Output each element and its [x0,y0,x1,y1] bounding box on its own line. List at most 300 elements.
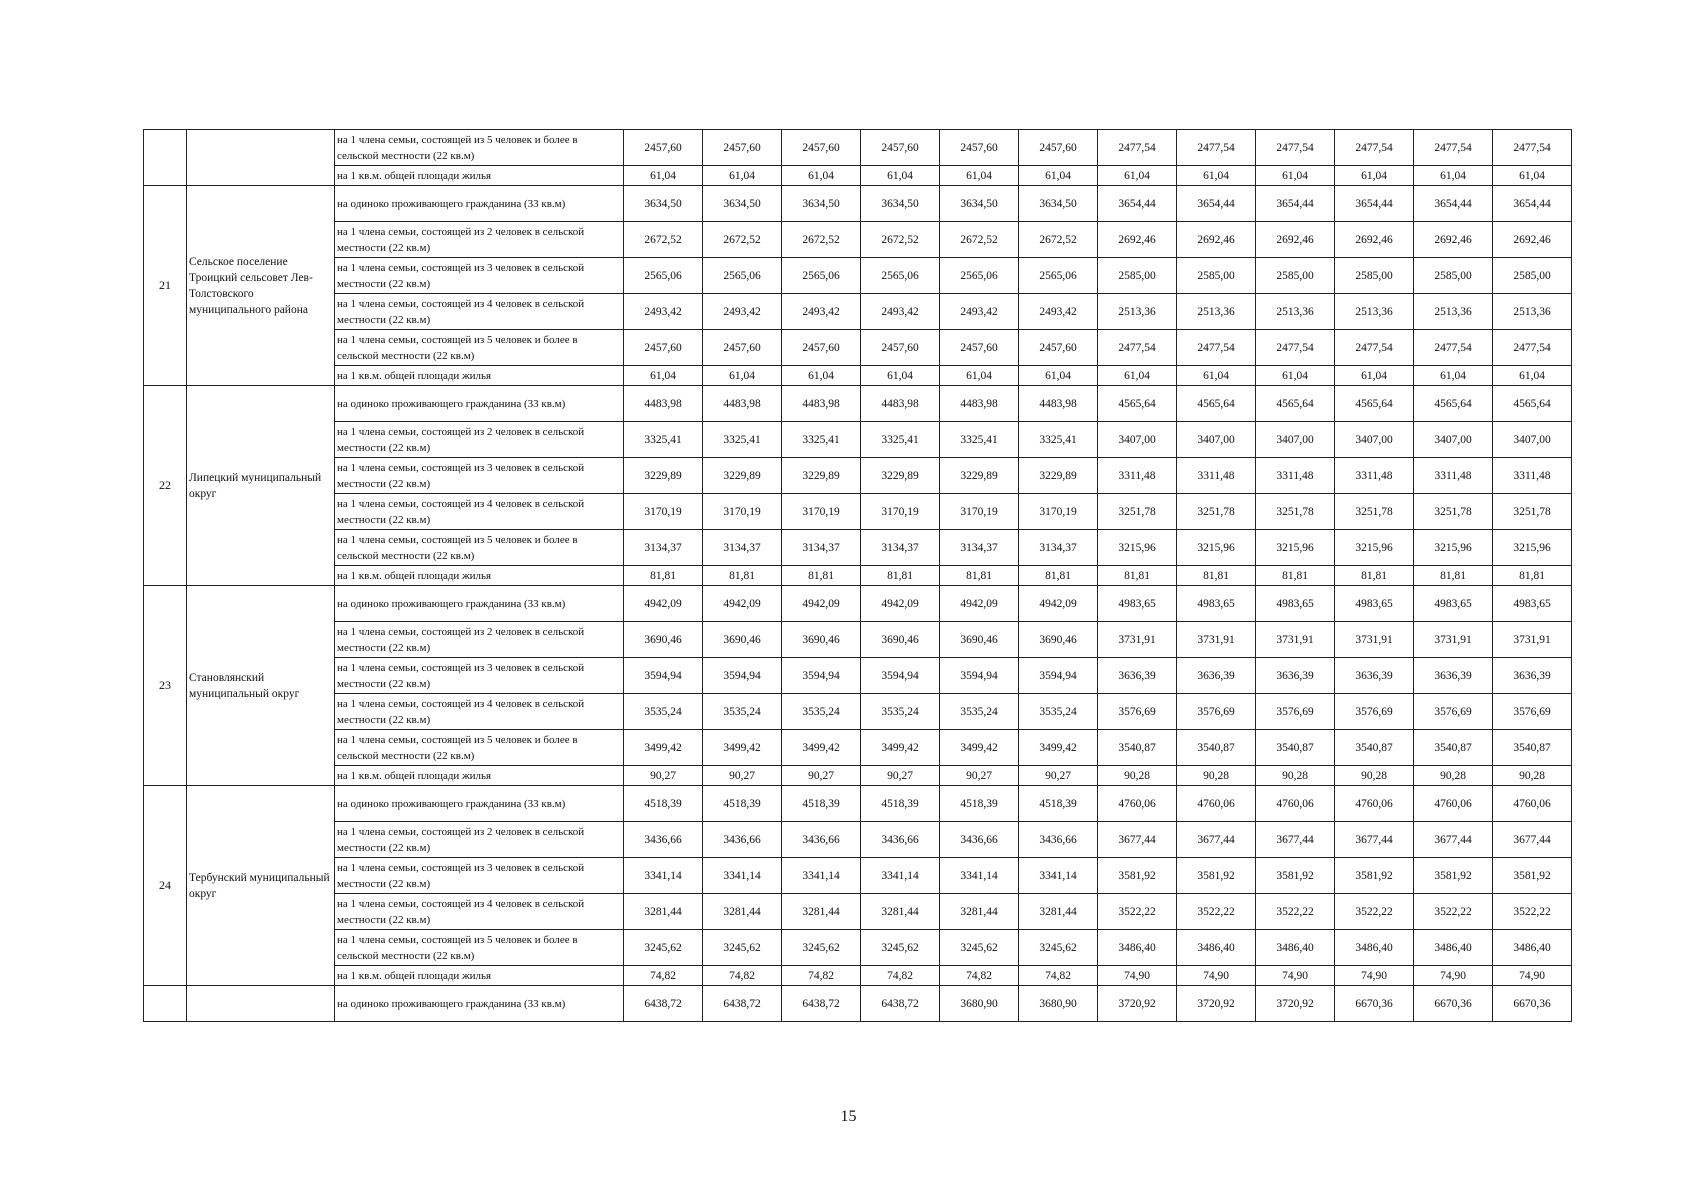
value-cell: 2692,46 [1177,222,1256,258]
table-row [144,730,1572,766]
value-cell: 6670,36 [1414,986,1493,1022]
value-cell: 4760,06 [1414,786,1493,822]
value-cell: 3436,66 [940,822,1019,858]
value-cell: 2457,60 [703,330,782,366]
value-cell: 3634,50 [1019,186,1098,222]
table-row [144,658,1572,694]
value-cell: 3594,94 [703,658,782,694]
value-cell: 61,04 [1414,166,1493,186]
value-cell: 4942,09 [1019,586,1098,622]
value-cell: 81,81 [703,566,782,586]
value-cell: 3341,14 [624,858,703,894]
value-cell: 3134,37 [703,530,782,566]
value-cell: 61,04 [1098,166,1177,186]
value-cell: 74,90 [1256,966,1335,986]
row-description: на 1 члена семьи, состоящей из 2 человек в сельской местности (22 кв.м) [335,422,624,458]
value-cell: 3522,22 [1177,894,1256,930]
value-cell: 3576,69 [1177,694,1256,730]
value-cell: 3731,91 [1493,622,1572,658]
value-cell: 74,90 [1177,966,1256,986]
table-row [144,622,1572,658]
row-description: на одиноко проживающего гражданина (33 кв.м) [335,586,624,622]
value-cell: 3731,91 [1335,622,1414,658]
row-description: на 1 члена семьи, состоящей из 3 человек в сельской местности (22 кв.м) [335,258,624,294]
row-description: на 1 члена семьи, состоящей из 4 человек в сельской местности (22 кв.м) [335,894,624,930]
value-cell: 3731,91 [1414,622,1493,658]
value-cell: 2457,60 [624,330,703,366]
value-cell: 4760,06 [1098,786,1177,822]
value-cell: 3229,89 [861,458,940,494]
value-cell: 2457,60 [782,330,861,366]
value-cell: 3654,44 [1493,186,1572,222]
value-cell: 2692,46 [1414,222,1493,258]
value-cell: 90,28 [1493,766,1572,786]
value-cell: 3229,89 [782,458,861,494]
table-row [144,186,1572,222]
value-cell: 61,04 [940,366,1019,386]
value-cell: 2477,54 [1335,330,1414,366]
value-cell: 4983,65 [1414,586,1493,622]
value-cell: 3535,24 [624,694,703,730]
value-cell: 3540,87 [1335,730,1414,766]
value-cell: 61,04 [1256,366,1335,386]
value-cell: 74,82 [1019,966,1098,986]
row-description: на 1 члена семьи, состоящей из 3 человек в сельской местности (22 кв.м) [335,658,624,694]
table-row [144,894,1572,930]
municipality-name-cell: Становлянский муниципальный округ [187,586,335,786]
value-cell: 3407,00 [1414,422,1493,458]
value-cell: 4483,98 [782,386,861,422]
value-cell: 90,27 [861,766,940,786]
value-cell: 3540,87 [1256,730,1335,766]
value-cell: 3215,96 [1177,530,1256,566]
value-cell: 4760,06 [1256,786,1335,822]
value-cell: 2672,52 [861,222,940,258]
value-cell: 61,04 [1493,166,1572,186]
row-description: на 1 кв.м. общей площади жилья [335,966,624,986]
value-cell: 3325,41 [940,422,1019,458]
value-cell: 2585,00 [1177,258,1256,294]
table-row [144,786,1572,822]
value-cell: 2493,42 [624,294,703,330]
value-cell: 3720,92 [1098,986,1177,1022]
value-cell: 3720,92 [1256,986,1335,1022]
value-cell: 2565,06 [782,258,861,294]
value-cell: 3654,44 [1098,186,1177,222]
value-cell: 3215,96 [1256,530,1335,566]
municipality-name-cell: Сельское поселение Троицкий сельсовет Лев-Толстовского муниципального района [187,186,335,386]
value-cell: 3634,50 [703,186,782,222]
value-cell: 81,81 [1414,566,1493,586]
value-cell: 2457,60 [1019,330,1098,366]
row-description: на 1 члена семьи, состоящей из 5 человек и более в сельской местности (22 кв.м) [335,930,624,966]
value-cell: 4483,98 [940,386,1019,422]
value-cell: 3229,89 [1019,458,1098,494]
value-cell: 74,82 [940,966,1019,986]
tariff-table [143,129,1572,1022]
row-description: на 1 члена семьи, состоящей из 5 человек и более в сельской местности (22 кв.м) [335,530,624,566]
value-cell: 4760,06 [1177,786,1256,822]
value-cell: 2672,52 [1019,222,1098,258]
value-cell: 3634,50 [940,186,1019,222]
value-cell: 3407,00 [1098,422,1177,458]
table-row [144,766,1572,786]
value-cell: 3576,69 [1256,694,1335,730]
value-cell: 3325,41 [782,422,861,458]
value-cell: 2513,36 [1256,294,1335,330]
value-cell: 4565,64 [1098,386,1177,422]
table-row [144,166,1572,186]
value-cell: 2493,42 [782,294,861,330]
value-cell: 3535,24 [1019,694,1098,730]
value-cell: 3576,69 [1414,694,1493,730]
value-cell: 2585,00 [1414,258,1493,294]
value-cell: 2457,60 [624,130,703,166]
value-cell: 3341,14 [861,858,940,894]
value-cell: 3636,39 [1414,658,1493,694]
table-row [144,494,1572,530]
value-cell: 81,81 [1493,566,1572,586]
value-cell: 2477,54 [1414,130,1493,166]
value-cell: 4518,39 [1019,786,1098,822]
row-number-cell: 24 [144,786,187,986]
value-cell: 2477,54 [1493,330,1572,366]
value-cell: 3731,91 [1177,622,1256,658]
value-cell: 61,04 [1019,166,1098,186]
value-cell: 74,90 [1414,966,1493,986]
value-cell: 3581,92 [1493,858,1572,894]
value-cell: 3229,89 [940,458,1019,494]
value-cell: 3325,41 [703,422,782,458]
value-cell: 2565,06 [624,258,703,294]
table-row [144,986,1572,1022]
value-cell: 90,27 [703,766,782,786]
value-cell: 61,04 [861,366,940,386]
value-cell: 3522,22 [1098,894,1177,930]
value-cell: 3581,92 [1256,858,1335,894]
value-cell: 2692,46 [1335,222,1414,258]
value-cell: 3690,46 [940,622,1019,658]
table-row [144,294,1572,330]
municipality-name-cell [187,986,335,1022]
value-cell: 90,28 [1177,766,1256,786]
value-cell: 61,04 [1098,366,1177,386]
value-cell: 3680,90 [1019,986,1098,1022]
value-cell: 2513,36 [1493,294,1572,330]
value-cell: 61,04 [1335,166,1414,186]
value-cell: 3576,69 [1493,694,1572,730]
value-cell: 2565,06 [1019,258,1098,294]
value-cell: 3251,78 [1256,494,1335,530]
value-cell: 3486,40 [1493,930,1572,966]
value-cell: 3245,62 [782,930,861,966]
table-row [144,422,1572,458]
table-row [144,586,1572,622]
value-cell: 6438,72 [624,986,703,1022]
value-cell: 3581,92 [1098,858,1177,894]
value-cell: 4565,64 [1177,386,1256,422]
table-row [144,386,1572,422]
value-cell: 3311,48 [1256,458,1335,494]
value-cell: 4518,39 [624,786,703,822]
municipality-name-cell: Тербунский муниципальный округ [187,786,335,986]
value-cell: 2692,46 [1493,222,1572,258]
value-cell: 3677,44 [1414,822,1493,858]
value-cell: 2585,00 [1256,258,1335,294]
value-cell: 3581,92 [1414,858,1493,894]
value-cell: 3245,62 [1019,930,1098,966]
row-description: на 1 члена семьи, состоящей из 2 человек в сельской местности (22 кв.м) [335,822,624,858]
value-cell: 3134,37 [1019,530,1098,566]
value-cell: 3311,48 [1335,458,1414,494]
value-cell: 4942,09 [861,586,940,622]
value-cell: 2457,60 [940,330,1019,366]
value-cell: 2692,46 [1098,222,1177,258]
value-cell: 3636,39 [1256,658,1335,694]
value-cell: 4983,65 [1098,586,1177,622]
value-cell: 74,90 [1493,966,1572,986]
value-cell: 3677,44 [1493,822,1572,858]
value-cell: 3654,44 [1335,186,1414,222]
value-cell: 3281,44 [861,894,940,930]
value-cell: 3499,42 [1019,730,1098,766]
value-cell: 3436,66 [861,822,940,858]
value-cell: 3436,66 [782,822,861,858]
value-cell: 2477,54 [1256,130,1335,166]
value-cell: 61,04 [1019,366,1098,386]
value-cell: 2513,36 [1177,294,1256,330]
value-cell: 3576,69 [1335,694,1414,730]
value-cell: 3245,62 [861,930,940,966]
value-cell: 61,04 [1414,366,1493,386]
value-cell: 4565,64 [1335,386,1414,422]
table-row [144,930,1572,966]
value-cell: 3251,78 [1177,494,1256,530]
value-cell: 4483,98 [624,386,703,422]
value-cell: 3654,44 [1414,186,1493,222]
value-cell: 74,82 [703,966,782,986]
value-cell: 3311,48 [1177,458,1256,494]
value-cell: 2672,52 [703,222,782,258]
value-cell: 3576,69 [1098,694,1177,730]
value-cell: 3325,41 [624,422,703,458]
row-description: на одиноко проживающего гражданина (33 кв.м) [335,786,624,822]
value-cell: 3636,39 [1177,658,1256,694]
value-cell: 3407,00 [1256,422,1335,458]
value-cell: 4983,65 [1335,586,1414,622]
value-cell: 4518,39 [861,786,940,822]
value-cell: 2477,54 [1177,330,1256,366]
value-cell: 3499,42 [624,730,703,766]
value-cell: 3215,96 [1335,530,1414,566]
value-cell: 2477,54 [1098,130,1177,166]
value-cell: 3680,90 [940,986,1019,1022]
value-cell: 3407,00 [1493,422,1572,458]
value-cell: 3134,37 [861,530,940,566]
value-cell: 3341,14 [703,858,782,894]
value-cell: 3594,94 [624,658,703,694]
value-cell: 4483,98 [1019,386,1098,422]
value-cell: 3499,42 [782,730,861,766]
value-cell: 61,04 [703,366,782,386]
value-cell: 4983,65 [1256,586,1335,622]
row-number-cell: 23 [144,586,187,786]
row-description: на 1 члена семьи, состоящей из 5 человек и более в сельской местности (22 кв.м) [335,330,624,366]
value-cell: 3281,44 [782,894,861,930]
value-cell: 2457,60 [861,330,940,366]
value-cell: 2493,42 [861,294,940,330]
value-cell: 3134,37 [782,530,861,566]
value-cell: 2672,52 [624,222,703,258]
value-cell: 3581,92 [1335,858,1414,894]
value-cell: 3677,44 [1098,822,1177,858]
value-cell: 74,90 [1335,966,1414,986]
value-cell: 90,27 [1019,766,1098,786]
value-cell: 3436,66 [703,822,782,858]
value-cell: 81,81 [782,566,861,586]
value-cell: 61,04 [940,166,1019,186]
value-cell: 3170,19 [1019,494,1098,530]
value-cell: 2477,54 [1177,130,1256,166]
value-cell: 4565,64 [1256,386,1335,422]
row-description: на 1 кв.м. общей площади жилья [335,366,624,386]
value-cell: 3690,46 [1019,622,1098,658]
value-cell: 2477,54 [1493,130,1572,166]
value-cell: 81,81 [624,566,703,586]
value-cell: 3341,14 [940,858,1019,894]
value-cell: 2513,36 [1335,294,1414,330]
value-cell: 4942,09 [703,586,782,622]
row-description: на 1 кв.м. общей площади жилья [335,166,624,186]
value-cell: 4760,06 [1335,786,1414,822]
value-cell: 3499,42 [861,730,940,766]
value-cell: 3281,44 [703,894,782,930]
table-row [144,966,1572,986]
value-cell: 90,28 [1414,766,1493,786]
value-cell: 3311,48 [1493,458,1572,494]
value-cell: 3654,44 [1177,186,1256,222]
value-cell: 3341,14 [782,858,861,894]
value-cell: 81,81 [1177,566,1256,586]
table-row [144,258,1572,294]
value-cell: 2513,36 [1098,294,1177,330]
value-cell: 2457,60 [703,130,782,166]
value-cell: 3690,46 [624,622,703,658]
value-cell: 3535,24 [782,694,861,730]
value-cell: 3634,50 [624,186,703,222]
value-cell: 3581,92 [1177,858,1256,894]
table-row [144,366,1572,386]
value-cell: 90,28 [1098,766,1177,786]
value-cell: 4942,09 [940,586,1019,622]
municipality-name-cell: Липецкий муниципальный округ [187,386,335,586]
value-cell: 81,81 [1335,566,1414,586]
table-row [144,130,1572,166]
value-cell: 81,81 [940,566,1019,586]
value-cell: 2585,00 [1335,258,1414,294]
table-row [144,330,1572,366]
value-cell: 3436,66 [624,822,703,858]
row-description: на 1 кв.м. общей площади жилья [335,766,624,786]
value-cell: 2493,42 [1019,294,1098,330]
value-cell: 3170,19 [782,494,861,530]
value-cell: 2513,36 [1414,294,1493,330]
value-cell: 74,82 [624,966,703,986]
row-description: на одиноко проживающего гражданина (33 кв.м) [335,986,624,1022]
value-cell: 3690,46 [703,622,782,658]
value-cell: 2477,54 [1098,330,1177,366]
value-cell: 61,04 [1335,366,1414,386]
value-cell: 2565,06 [940,258,1019,294]
value-cell: 3407,00 [1177,422,1256,458]
row-description: на 1 члена семьи, состоящей из 4 человек в сельской местности (22 кв.м) [335,294,624,330]
value-cell: 2457,60 [1019,130,1098,166]
value-cell: 4942,09 [624,586,703,622]
value-cell: 74,82 [861,966,940,986]
municipality-name-cell [187,130,335,186]
value-cell: 3540,87 [1493,730,1572,766]
value-cell: 3134,37 [624,530,703,566]
value-cell: 3540,87 [1414,730,1493,766]
value-cell: 3407,00 [1335,422,1414,458]
value-cell: 3535,24 [703,694,782,730]
value-cell: 81,81 [1098,566,1177,586]
value-cell: 2692,46 [1256,222,1335,258]
value-cell: 4565,64 [1414,386,1493,422]
value-cell: 2493,42 [940,294,1019,330]
value-cell: 3690,46 [782,622,861,658]
value-cell: 90,27 [624,766,703,786]
value-cell: 3281,44 [1019,894,1098,930]
value-cell: 3594,94 [940,658,1019,694]
value-cell: 4565,64 [1493,386,1572,422]
value-cell: 90,28 [1335,766,1414,786]
table-row [144,458,1572,494]
table-row [144,858,1572,894]
value-cell: 3251,78 [1335,494,1414,530]
value-cell: 4983,65 [1493,586,1572,622]
row-description: на 1 кв.м. общей площади жилья [335,566,624,586]
value-cell: 3486,40 [1335,930,1414,966]
value-cell: 2457,60 [940,130,1019,166]
value-cell: 3499,42 [703,730,782,766]
value-cell: 3170,19 [940,494,1019,530]
value-cell: 61,04 [1256,166,1335,186]
value-cell: 3170,19 [624,494,703,530]
value-cell: 3677,44 [1335,822,1414,858]
value-cell: 90,27 [940,766,1019,786]
page-number: 15 [840,1108,857,1125]
value-cell: 3499,42 [940,730,1019,766]
value-cell: 3731,91 [1098,622,1177,658]
value-cell: 61,04 [861,166,940,186]
value-cell: 3636,39 [1335,658,1414,694]
value-cell: 61,04 [1177,366,1256,386]
value-cell: 3677,44 [1256,822,1335,858]
value-cell: 3540,87 [1098,730,1177,766]
value-cell: 3634,50 [861,186,940,222]
value-cell: 90,27 [782,766,861,786]
value-cell: 3245,62 [703,930,782,966]
value-cell: 3677,44 [1177,822,1256,858]
value-cell: 3245,62 [940,930,1019,966]
value-cell: 6438,72 [703,986,782,1022]
value-cell: 3535,24 [861,694,940,730]
value-cell: 3245,62 [624,930,703,966]
table-row [144,566,1572,586]
row-description: на 1 члена семьи, состоящей из 2 человек в сельской местности (22 кв.м) [335,222,624,258]
value-cell: 3325,41 [861,422,940,458]
